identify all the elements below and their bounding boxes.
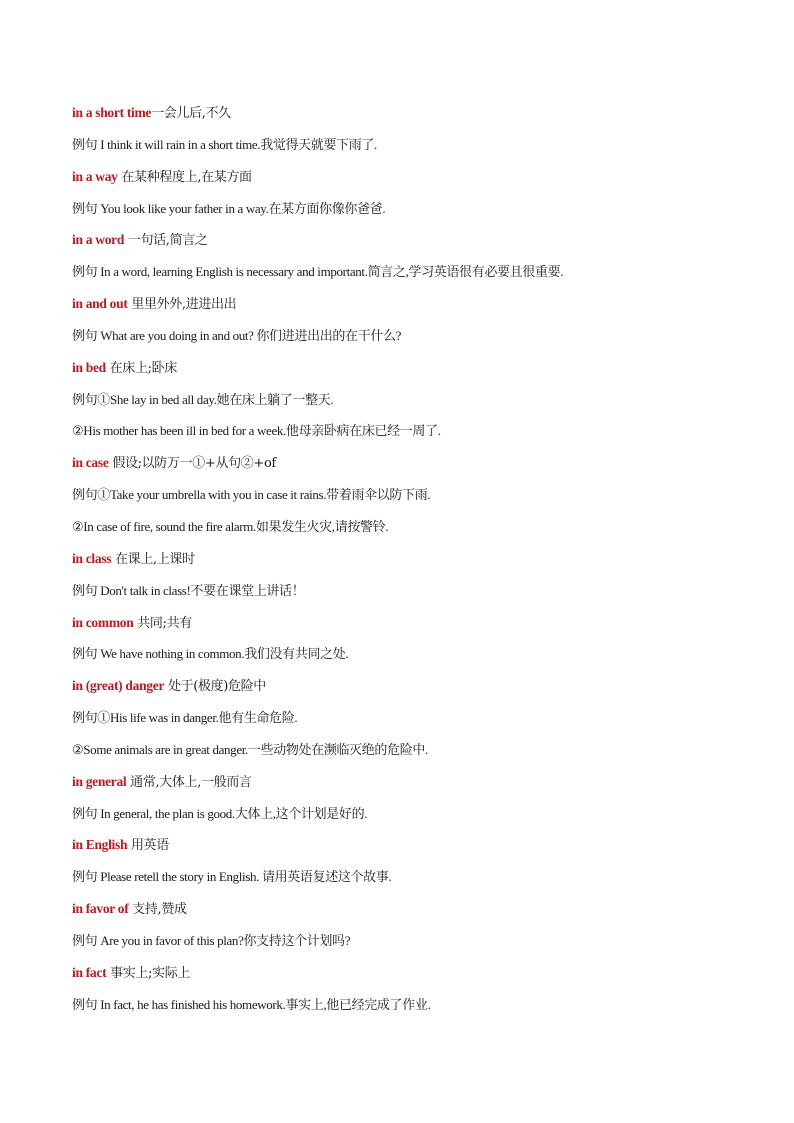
phrase-meaning: 在床上;卧床 <box>109 360 177 376</box>
phrase-meaning: 一句话,简言之 <box>127 233 208 249</box>
phrase: in a word <box>72 232 125 248</box>
phrase: in a short time <box>72 105 152 120</box>
example-sentence: ②Some animals are in great danger.一些动物处在濒临灭绝的危险中. <box>72 741 428 757</box>
phrase-meaning: 假设;以防万一①+从句②+of <box>112 456 276 472</box>
example-sentence: ②His mother has been ill in bed for a week.他母亲卧病在床已经一周了. <box>72 423 441 439</box>
phrase: in and out <box>72 296 128 312</box>
phrase: in common <box>72 614 134 630</box>
example-sentence: 例句 In fact, he has finished his homework.事实上,他已经完成了作业. <box>72 996 431 1012</box>
example-sentence: 例句 You look like your father in a way.在某方面你像你爸爸. <box>72 200 386 216</box>
phrase-meaning: 里里外外,进进出出 <box>131 297 237 313</box>
example-sentence: 例句 Are you in favor of this plan?你支持这个计划吗? <box>72 932 351 948</box>
example-sentence: 例句 Don't talk in class!不要在课堂上讲话！ <box>72 582 305 598</box>
example-sentence: ②In case of fire, sound the fire alarm.如果发生火灾,请按警铃. <box>72 518 389 534</box>
phrase-meaning: 处于(极度)危险中 <box>167 679 266 695</box>
example-sentence: 例句 What are you doing in and out? 你们进进出出的在干什么? <box>72 327 402 343</box>
entry-heading <box>72 161 732 193</box>
entry-heading <box>72 766 732 798</box>
example-sentence: 例句 We have nothing in common.我们没有共同之处. <box>72 646 349 662</box>
example-sentence: 例句 Please retell the story in English. 请用英语复述这个故事. <box>72 869 392 885</box>
entry-heading <box>72 447 732 479</box>
phrase-meaning: 在某种程度上,在某方面 <box>121 169 252 185</box>
phrase-meaning: 共同;共有 <box>137 615 192 631</box>
entry-heading <box>72 543 732 575</box>
entry-heading <box>72 352 732 384</box>
entry-heading <box>72 670 732 702</box>
phrase: in favor of <box>72 901 129 917</box>
example-sentence: 例句①She lay in bed all day.她在床上躺了一整天. <box>72 391 334 407</box>
example-sentence: 例句①Take your umbrella with you in case it rains.带着雨伞以防下雨. <box>72 487 431 503</box>
phrase-meaning: 支持,赞成 <box>132 902 187 918</box>
example-sentence: 例句 In general, the plan is good.大体上,这个计划是好的. <box>72 805 368 821</box>
phrase: in a way <box>72 168 118 184</box>
entry-heading <box>72 957 732 989</box>
phrase-meaning: 通常,大体上,一般而言 <box>130 774 252 790</box>
phrase: in bed <box>72 359 106 375</box>
entry-heading <box>72 288 732 320</box>
example-sentence: 例句 In a word, learning English is necessary and important.简言之,学习英语很有必要且很重要. <box>72 264 564 280</box>
phrase-meaning: 用英语 <box>130 838 169 854</box>
document-page <box>72 97 732 1020</box>
phrase-meaning: 在课上,上课时 <box>115 551 195 567</box>
entry-heading <box>72 607 732 639</box>
phrase: in general <box>72 773 127 789</box>
phrase: in class <box>72 550 112 566</box>
example-sentence: 例句 I think it will rain in a short time.我觉得天就要下雨了. <box>72 136 377 152</box>
phrase: in English <box>72 837 128 853</box>
phrase-meaning: 一会儿后,不久 <box>151 106 231 121</box>
entry-heading <box>72 829 732 861</box>
phrase: in fact <box>72 964 107 980</box>
entry-heading <box>72 224 732 256</box>
phrase-meaning: 事实上;实际上 <box>110 965 191 981</box>
example-sentence: 例句①His life was in danger.他有生命危险. <box>72 710 298 726</box>
entry-heading <box>72 893 732 925</box>
phrase: in case <box>72 455 109 471</box>
entry-heading <box>72 97 732 129</box>
phrase: in (great) danger <box>72 678 165 694</box>
